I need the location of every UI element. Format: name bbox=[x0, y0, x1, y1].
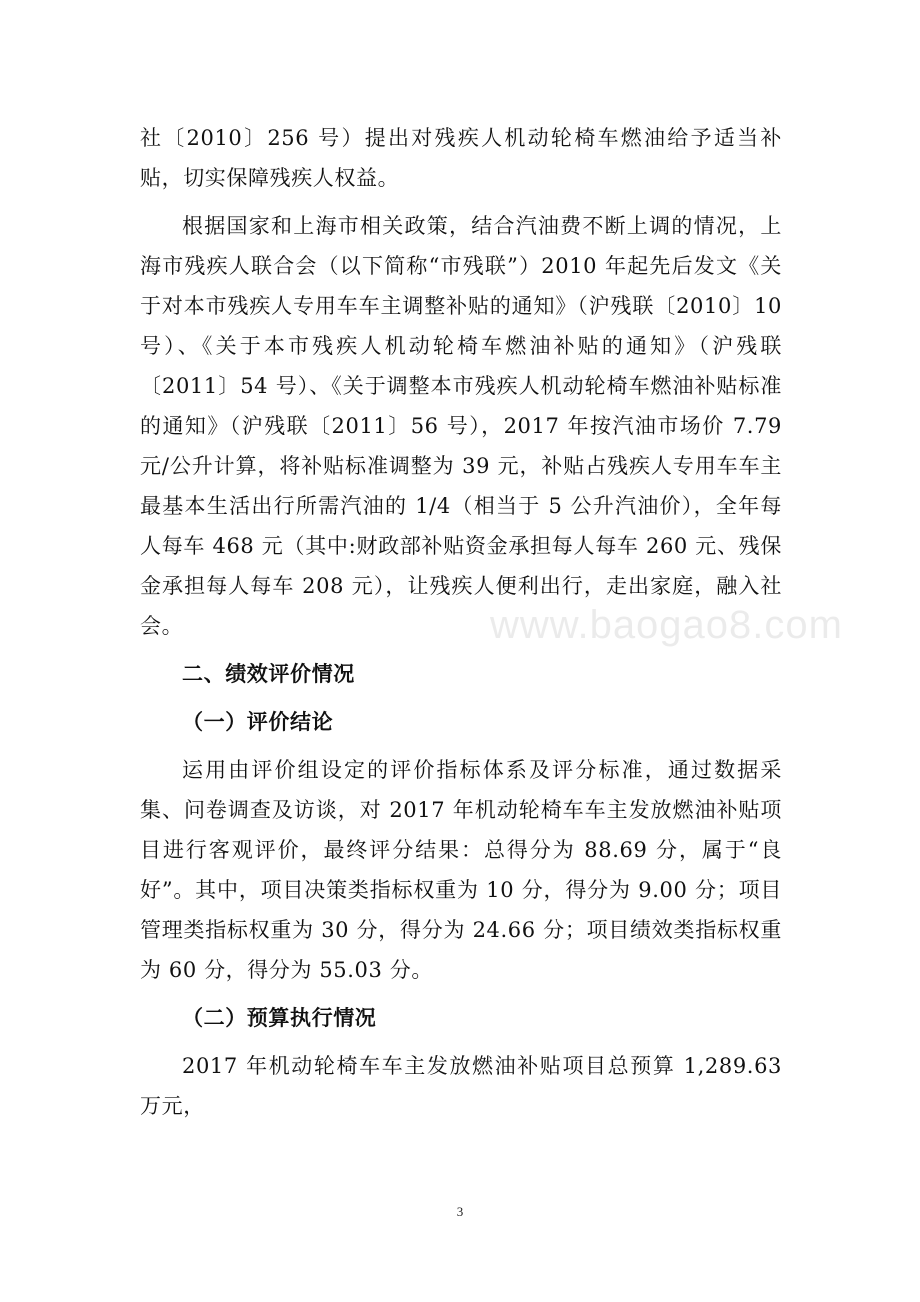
subsection-heading-evaluation-conclusion: （一）评价结论 bbox=[182, 709, 334, 734]
section-heading-performance-evaluation: 二、绩效评价情况 bbox=[182, 661, 355, 686]
document-body bbox=[140, 118, 782, 1126]
watermark-logo: www.baogao8.com bbox=[490, 603, 843, 647]
paragraph-evaluation-conclusion: 运用由评价组设定的评价指标体系及评分标准，通过数据采集、问卷调查及访谈，对 2017 年机动轮椅车车主发放燃油补贴项目进行客观评价，最终评分结果：总得分为 88.69 分，属于“良好”。其中，项目决策类指标权重为 10 分，得分为 9.00 分；项目管理类指标权重为 30 分，得分为 24.66 分；项目绩效类指标权重为 60 分，得分为 55.03 分。 bbox=[140, 758, 782, 982]
paragraph-policy-background: 根据国家和上海市相关政策，结合汽油费不断上调的情况，上海市残疾人联合会（以下简称“市残联”）2010 年起先后发文《关于对本市残疾人专用车车主调整补贴的通知》（沪残联〔2010〕10 号）、《关于本市残疾人机动轮椅车燃油补贴的通知》（沪残联〔2011〕54 号）、《关于调整本市残疾人机动轮椅车燃油补贴标准的通知》（沪残联〔2011〕56 号），2017 年按汽油市场价 7.79 元/公升计算，将补贴标准调整为 39 元，补贴占残疾人专用车车主最基本生活出行所需汽油的 1/4（相当于 5 公升汽油价），全年每人每车 468 元（其中:财政部补贴资金承担每人每车 260 元、残保金承担每人每车 208 元），让残疾人便利出行，走出家庭，融入社会。 bbox=[140, 214, 782, 638]
subsection-heading-budget-execution: （二）预算执行情况 bbox=[182, 1005, 377, 1030]
paragraph-budget-execution: 2017 年机动轮椅车车主发放燃油补贴项目总预算 1,289.63 万元， bbox=[140, 1054, 782, 1118]
page-number: 3 bbox=[456, 1204, 464, 1219]
paragraph-continuation: 社〔2010〕256 号）提出对残疾人机动轮椅车燃油给予适当补贴，切实保障残疾人权益。 bbox=[140, 126, 782, 190]
